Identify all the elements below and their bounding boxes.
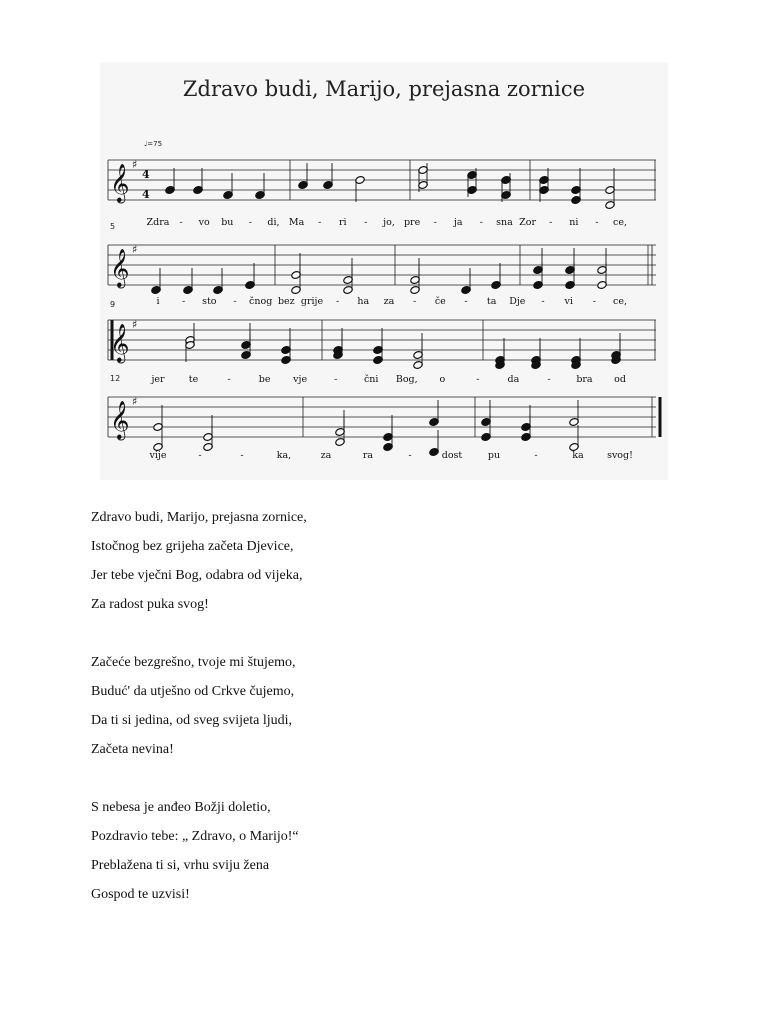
lyric-syllable: Ma xyxy=(288,217,305,228)
lyric-syllable: Dje xyxy=(509,296,526,307)
key-signature-sharp: ♯ xyxy=(132,318,138,331)
lyric-syllable: jo, xyxy=(383,217,395,228)
lyric-syllable: če xyxy=(434,296,446,307)
lyric-syllable: ka xyxy=(572,450,584,461)
lyric-syllable: Zor xyxy=(519,217,537,228)
lyric-syllable: be xyxy=(258,374,271,385)
lyric-syllable: bez xyxy=(277,296,295,307)
lyric-syllable: sto xyxy=(202,296,217,307)
lyric-syllable: - xyxy=(549,217,553,228)
lyric-syllable: ka, xyxy=(276,450,292,461)
lyric-syllable: - xyxy=(592,296,596,307)
key-signature-sharp: ♯ xyxy=(132,395,138,408)
verse-line: Pozdravio tebe: „ Zdravo, o Marijo!“ xyxy=(91,829,299,844)
lyric-syllable: vo xyxy=(198,217,210,228)
treble-clef-icon: 𝄞 xyxy=(110,163,130,202)
lyric-syllable: grije xyxy=(300,296,324,307)
lyric-syllable: jer xyxy=(151,374,165,385)
song-verses xyxy=(91,503,651,938)
lyric-syllable: - xyxy=(318,217,322,228)
key-signature-sharp: ♯ xyxy=(132,243,138,256)
lyric-syllable: - xyxy=(541,296,545,307)
verse-line: Jer tebe vječni Bog, odabra od vijeka, xyxy=(91,568,303,583)
staff-systems xyxy=(108,158,660,457)
lyric-syllable: od xyxy=(614,374,626,385)
measure-number: 9 xyxy=(110,300,116,309)
lyric-syllable: dost xyxy=(441,450,463,461)
lyric-syllable: ha xyxy=(357,296,370,307)
lyric-syllable: Bog, xyxy=(395,374,418,385)
lyric-syllable: - xyxy=(547,374,551,385)
staff-system xyxy=(108,158,656,210)
lyric-syllable: ja xyxy=(453,217,463,228)
lyric-syllable: - xyxy=(534,450,538,461)
lyric-syllable: te xyxy=(188,374,199,385)
time-signature-bottom: 4 xyxy=(142,188,150,201)
verse-line: Buduć' da utješno od Crkve čujemo, xyxy=(91,684,295,699)
stanza-3 xyxy=(91,793,651,909)
staff-system xyxy=(108,222,656,295)
lyric-syllable: - xyxy=(248,217,253,228)
lyric-syllable: čni xyxy=(363,374,379,385)
treble-clef-icon: 𝄞 xyxy=(110,323,130,362)
lyric-syllable: pu xyxy=(487,450,501,461)
lyric-syllable: ra xyxy=(362,450,374,461)
key-signature-sharp: ♯ xyxy=(132,158,138,171)
lyric-syllable: - xyxy=(595,217,599,228)
lyric-syllable: bra xyxy=(576,374,593,385)
song-title: Zdravo budi, Marijo, prejasna zornice xyxy=(182,77,586,101)
lyric-syllable: - xyxy=(408,450,412,461)
verse-line: Zdravo budi, Marijo, prejasna zornice, xyxy=(91,510,307,525)
lyric-syllable: vje xyxy=(293,374,308,385)
treble-clef-icon: 𝄞 xyxy=(110,248,130,287)
verse-line: S nebesa je anđeo Božji doletio, xyxy=(91,800,271,815)
lyric-syllable: o xyxy=(439,374,446,385)
lyric-syllable: di, xyxy=(267,217,280,228)
lyrics-layer xyxy=(147,217,633,461)
lyric-syllable: ni xyxy=(569,217,579,228)
lyric-syllable: ce, xyxy=(613,217,627,228)
staff-system xyxy=(108,300,656,370)
lyric-syllable: - xyxy=(364,217,368,228)
tempo-mark: ♩=75 xyxy=(144,140,163,148)
lyric-syllable: bu xyxy=(221,217,234,228)
lyric-syllable: - xyxy=(479,217,484,228)
verse-line: Da ti si jedina, od sveg svijeta ljudi, xyxy=(91,713,293,728)
lyric-syllable: sna xyxy=(496,217,513,228)
lyric-syllable: čnog xyxy=(249,296,273,307)
score-sheet xyxy=(100,62,668,480)
verse-line: Istočnog bez grijeha začeta Djevice, xyxy=(91,539,294,554)
stanza-2 xyxy=(91,648,651,764)
lyric-syllable: da xyxy=(507,374,520,385)
staff-system xyxy=(108,374,660,457)
lyric-syllable: - xyxy=(198,450,202,461)
lyric-syllable: za xyxy=(320,450,332,461)
lyric-syllable: - xyxy=(476,374,480,385)
verse-line: Preblažena ti si, vrhu sviju žena xyxy=(91,858,270,873)
music-score xyxy=(100,62,668,480)
verse-line: Začeta nevina! xyxy=(91,742,174,757)
verse-line: Gospod te uzvisi! xyxy=(91,887,190,902)
lyric-syllable: - xyxy=(179,217,183,228)
stanza-1 xyxy=(91,503,651,619)
verse-line: Začeće bezgrešno, tvoje mi štujemo, xyxy=(91,655,296,670)
lyric-syllable: vije xyxy=(149,450,167,461)
lyric-syllable: - xyxy=(233,296,237,307)
lyric-syllable: ce, xyxy=(613,296,627,307)
lyric-syllable: - xyxy=(413,296,417,307)
lyric-syllable: - xyxy=(182,296,186,307)
lyric-syllable: svog! xyxy=(607,450,633,461)
lyric-syllable: - xyxy=(240,450,244,461)
verse-line: Za radost puka svog! xyxy=(91,597,209,612)
lyric-syllable: - xyxy=(336,296,340,307)
treble-clef-icon: 𝄞 xyxy=(110,400,130,439)
lyric-syllable: za xyxy=(383,296,395,307)
lyric-syllable: - xyxy=(227,374,231,385)
lyric-syllable: Zdra xyxy=(146,217,170,228)
lyric-syllable: i xyxy=(156,296,160,307)
lyric-syllable: pre xyxy=(403,217,421,228)
lyric-syllable: - xyxy=(433,217,437,228)
measure-number: 12 xyxy=(110,374,121,383)
time-signature-top: 4 xyxy=(142,168,150,181)
lyric-syllable: ta xyxy=(486,296,497,307)
lyric-syllable: - xyxy=(334,374,338,385)
lyric-syllable: - xyxy=(464,296,468,307)
lyric-syllable: ri xyxy=(339,217,347,228)
measure-number: 5 xyxy=(110,222,116,231)
lyric-syllable: vi xyxy=(564,296,573,307)
